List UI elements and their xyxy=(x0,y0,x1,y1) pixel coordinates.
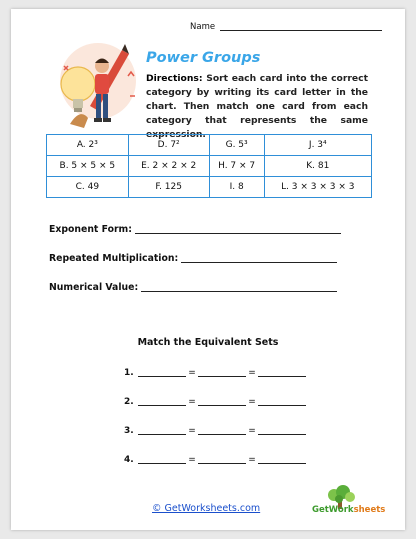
card-cell: B. 5 × 5 × 5 xyxy=(47,156,129,177)
match-blank[interactable] xyxy=(198,367,246,377)
logo-text-secondary: sheets xyxy=(353,505,386,515)
logo-text-primary: GetWork xyxy=(312,505,354,515)
exponent-form-blank[interactable] xyxy=(135,223,341,234)
match-blank[interactable] xyxy=(198,396,246,406)
match-row xyxy=(124,454,306,465)
card-cell: J. 3⁴ xyxy=(264,135,371,156)
equals-sign: = xyxy=(248,455,256,465)
match-blank[interactable] xyxy=(138,425,186,435)
card-cell: L. 3 × 3 × 3 × 3 xyxy=(264,177,371,198)
exponent-form-label: Exponent Form: xyxy=(49,224,132,235)
numerical-value-label: Numerical Value: xyxy=(49,282,139,293)
match-blank[interactable] xyxy=(138,367,186,377)
card-cell: A. 2³ xyxy=(47,135,129,156)
equals-sign: = xyxy=(188,368,196,378)
directions-label: Directions: xyxy=(146,73,203,84)
match-blank[interactable] xyxy=(198,454,246,464)
repeated-multiplication-label: Repeated Multiplication: xyxy=(49,253,179,264)
match-blank[interactable] xyxy=(258,425,306,435)
match-blank[interactable] xyxy=(258,454,306,464)
card-cell: I. 8 xyxy=(209,177,264,198)
cards-row xyxy=(47,177,372,198)
equals-sign: = xyxy=(188,397,196,407)
name-field xyxy=(190,21,382,32)
card-cell: C. 49 xyxy=(47,177,129,198)
card-cell: F. 125 xyxy=(128,177,209,198)
name-blank[interactable] xyxy=(220,21,382,31)
equals-sign: = xyxy=(248,426,256,436)
card-cell: D. 7² xyxy=(128,135,209,156)
match-row-number: 1. xyxy=(124,368,134,378)
boy-with-pencil-illustration xyxy=(58,36,142,132)
match-row-number: 3. xyxy=(124,426,134,436)
equals-sign: = xyxy=(248,397,256,407)
match-row xyxy=(124,425,306,436)
numerical-value-blank[interactable] xyxy=(141,281,337,292)
numerical-value-field xyxy=(49,281,337,293)
getworksheets-link[interactable]: © GetWorksheets.com xyxy=(152,503,261,514)
match-blank[interactable] xyxy=(258,367,306,377)
card-cell: G. 5³ xyxy=(209,135,264,156)
match-section-title: Match the Equivalent Sets xyxy=(137,337,279,348)
tree-logo-icon xyxy=(312,485,372,523)
repeated-multiplication-blank[interactable] xyxy=(181,252,337,263)
equals-sign: = xyxy=(248,368,256,378)
match-row xyxy=(124,396,306,407)
cards-row xyxy=(47,156,372,177)
cards-row xyxy=(47,135,372,156)
repeated-multiplication-field xyxy=(49,252,337,264)
card-cell: K. 81 xyxy=(264,156,371,177)
match-blank[interactable] xyxy=(138,454,186,464)
worksheet-title: Power Groups xyxy=(146,50,261,66)
name-label: Name xyxy=(190,22,216,32)
equals-sign: = xyxy=(188,426,196,436)
card-cell: E. 2 × 2 × 2 xyxy=(128,156,209,177)
match-blank[interactable] xyxy=(138,396,186,406)
directions-text xyxy=(146,72,368,142)
match-row-number: 4. xyxy=(124,455,134,465)
match-row xyxy=(124,367,306,378)
cards-table xyxy=(46,134,372,198)
exponent-form-field xyxy=(49,223,341,235)
directions-body: Sort each card into the correct category by writing its card letter in the chart. Then match one card from each category that represents the same expression. xyxy=(146,73,368,140)
match-row-number: 2. xyxy=(124,397,134,407)
logo-wordmark xyxy=(312,505,385,515)
card-cell: H. 7 × 7 xyxy=(209,156,264,177)
equals-sign: = xyxy=(188,455,196,465)
match-blank[interactable] xyxy=(198,425,246,435)
match-blank[interactable] xyxy=(258,396,306,406)
